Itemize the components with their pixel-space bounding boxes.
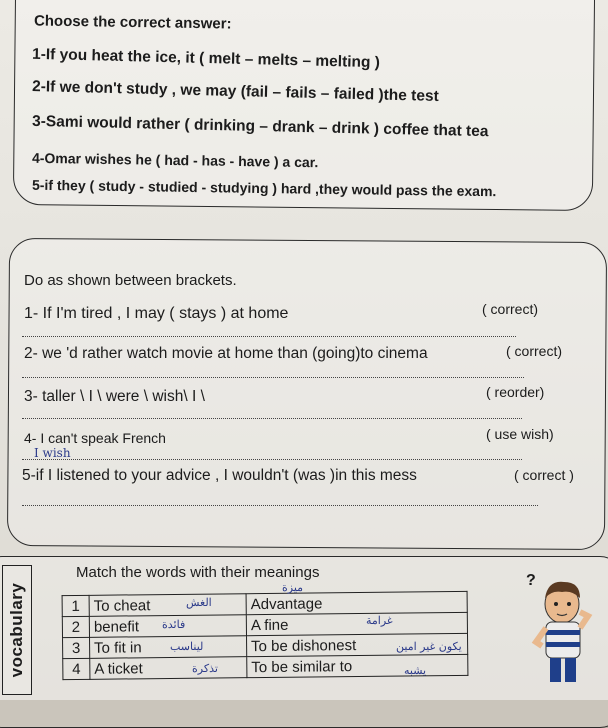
word-cell: To fit in [90, 636, 247, 659]
answer-line-5[interactable] [22, 505, 538, 506]
vocabulary-side-label: vocabulary [2, 565, 32, 695]
answer-line-2[interactable] [22, 377, 524, 378]
section2-item-5: 5-if I listened to your advice , I wouldn't (was )in this mess [22, 467, 417, 484]
note-dishonest: يكون غير امين [396, 640, 462, 653]
handwritten-answer: I wish [34, 446, 71, 460]
meaning-cell: Advantage [246, 591, 467, 614]
row-number: 3 [63, 637, 90, 658]
section2-item-2: 2- we 'd rather watch movie at home than (going)to cinema [24, 345, 428, 362]
section2-heading: Do as shown between brackets. [24, 272, 237, 289]
section2-instruction-5: ( correct ) [514, 467, 574, 483]
row-number: 2 [62, 616, 89, 637]
answer-line-4[interactable] [22, 459, 522, 460]
thinking-kid-icon [528, 570, 598, 690]
word-cell: A ticket [90, 657, 247, 680]
note-fine: غرامة [366, 614, 393, 627]
section2-item-3: 3- taller \ I \ were \ wish\ I \ [24, 388, 205, 405]
meaning-cell: To be similar to [247, 654, 468, 677]
section1-heading: Choose the correct answer: [33, 12, 232, 33]
word-cell: To cheat [89, 594, 246, 617]
meaning-cell: To be dishonest [247, 633, 468, 656]
row-number: 1 [62, 595, 89, 616]
note-fit-in: ليناسب [170, 640, 204, 653]
answer-line-3[interactable] [22, 418, 522, 419]
section1-item-4: 4-Omar wishes he ( had - has - have ) a car. [31, 149, 319, 171]
section2-instruction-4: ( use wish) [486, 426, 554, 442]
section2-item-1: 1- If I'm tired , I may ( stays ) at home [24, 305, 289, 322]
meaning-cell: A fine [246, 612, 467, 635]
question-mark: ? [526, 572, 536, 589]
section2-instruction-1: ( correct) [482, 301, 538, 317]
section2-instruction-3: ( reorder) [486, 384, 545, 400]
word-cell: benefit [89, 615, 246, 638]
section1-item-3: 3-Sami would rather ( drinking – drank – drink ) coffee that tea [31, 112, 489, 141]
note-cheat: الغش [186, 596, 212, 609]
section1-item-5: 5-if they ( study - studied - studying ) hard ,they would pass the exam. [31, 176, 497, 200]
section1-item-1: 1-If you heat the ice, it ( melt – melts – melting ) [31, 45, 381, 72]
row-number: 4 [63, 658, 90, 679]
note-similar: يشبه [404, 664, 427, 677]
section1-item-2: 2-If we don't study , we may (fail – fails – failed )the test [31, 78, 439, 105]
note-advantage: ميزة [282, 581, 304, 594]
section3-heading: Match the words with their meanings [76, 564, 320, 581]
section2-item-4: 4- I can't speak French [24, 430, 166, 446]
note-benefit: فائدة [162, 618, 186, 631]
section2-instruction-2: ( correct) [506, 343, 562, 359]
answer-line-1[interactable] [22, 336, 516, 337]
note-ticket: تذكرة [192, 662, 218, 675]
